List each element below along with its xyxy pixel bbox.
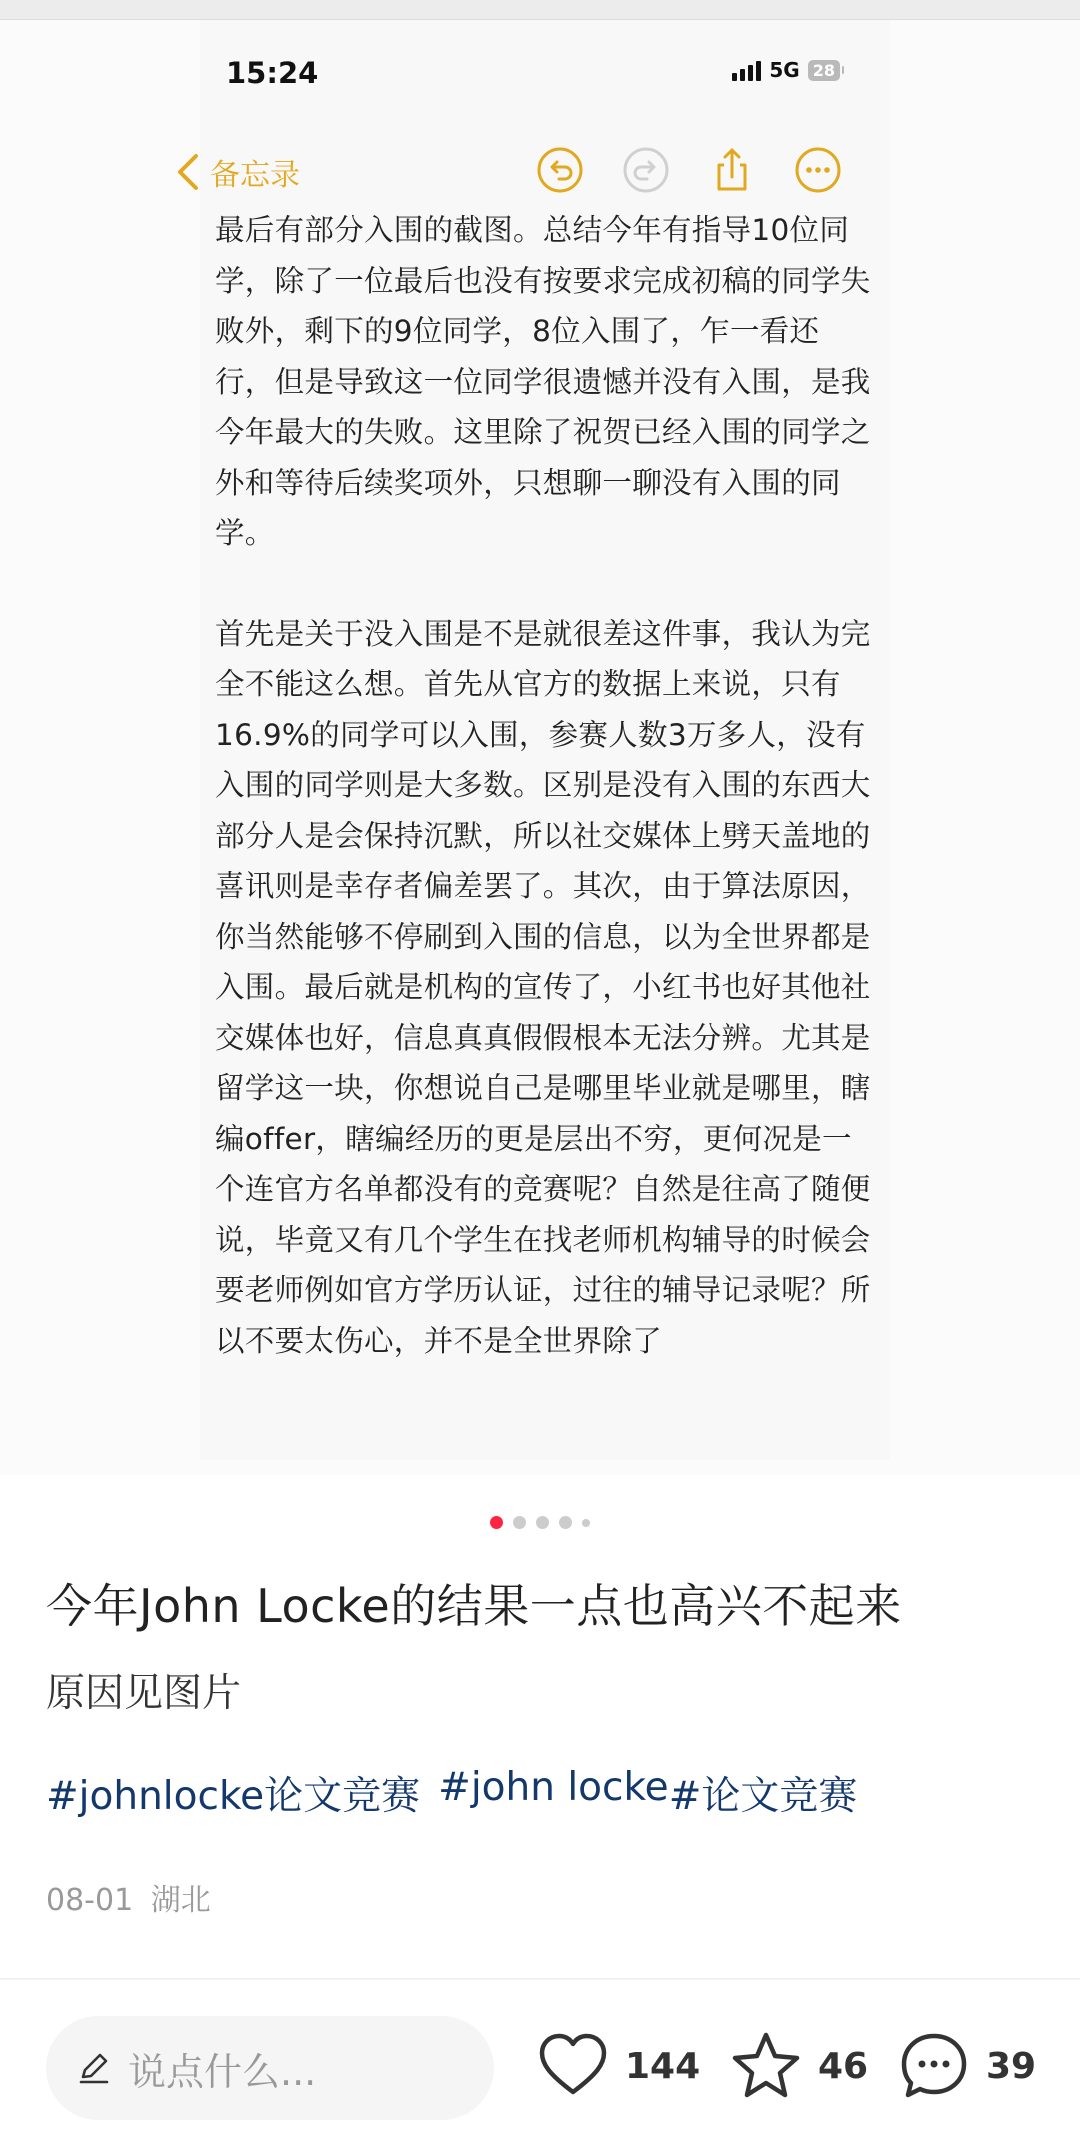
collect-count: 46: [818, 2045, 869, 2087]
carousel-indicator: [0, 1516, 1080, 1529]
status-indicators: [732, 58, 840, 82]
post-meta: [46, 1875, 211, 1919]
carousel-dot: [559, 1516, 572, 1529]
network-label: 5G: [769, 58, 800, 82]
previous-screen-edge: [0, 0, 1080, 20]
comment-bubble-icon: [896, 2028, 972, 2104]
chevron-left-icon: [176, 152, 200, 192]
notes-screenshot: [200, 20, 890, 1460]
like-button[interactable]: [535, 2028, 700, 2104]
comment-placeholder: 说点什么...: [128, 2049, 317, 2094]
undo-icon: [535, 145, 585, 195]
heart-icon: [535, 2028, 611, 2104]
comment-count: 39: [986, 2045, 1037, 2087]
redo-icon: [621, 145, 671, 195]
comment-input[interactable]: [46, 2016, 494, 2120]
collect-button[interactable]: [728, 2028, 868, 2104]
status-time: 15:24: [226, 56, 319, 90]
post-title: 今年John Locke的结果一点也高兴不起来: [46, 1579, 902, 1633]
back-button: [176, 150, 300, 194]
carousel-dot-active: [490, 1516, 503, 1529]
battery-icon: 28: [808, 60, 840, 81]
comment-button[interactable]: [896, 2028, 1036, 2104]
more-icon: [793, 145, 843, 195]
note-paragraph: 最后有部分入围的截图。总结今年有指导10位同学，除了一位最后也没有按要求完成初稿的同学失败外，剩下的9位同学，8位入围了，乍一看还行，但是导致这一位同学很遗憾并没有入围，是我今年最大的失败。这里除了祝贺已经入围的同学之外和等待后续奖项外，只想聊一聊没有入围的同学。: [215, 213, 871, 550]
carousel-dot: [536, 1516, 549, 1529]
signal-icon: [732, 59, 761, 81]
share-icon: [707, 145, 757, 195]
note-body: [215, 205, 875, 1455]
carousel-dot: [582, 1519, 590, 1527]
hashtag-link[interactable]: #john locke: [438, 1765, 669, 1810]
post-date: 08-01: [46, 1883, 134, 1918]
carousel-dot: [513, 1516, 526, 1529]
star-icon: [728, 2028, 804, 2104]
hashtag-link[interactable]: #论文竞赛: [668, 1774, 858, 1819]
note-paragraph: 首先是关于没入围是不是就很差这件事，我认为完全不能这么想。首先从官方的数据上来说，只有16.9%的同学可以入围，参赛人数3万多人，没有入围的同学则是大多数。区别是没有入围的东西大部分人是会保持沉默，所以社交媒体上劈天盖地的喜讯则是幸存者偏差罢了。其次，由于算法原因，你当然能够不停刷到入围的信息，以为全世界都是入围。最后就是机构的宣传了，小红书也好其他社交媒体也好，信息真真假假根本无法分辨。尤其是留学这一块，你想说自己是哪里毕业就是哪里，瞎编offer，瞎编经历的更是层出不穷，更何况是一个连官方名单都没有的竞赛呢？自然是往高了随便说，毕竟又有几个学生在找老师机构辅导的时候会要老师例如官方学历认证，过往的辅导记录呢？所以不要太伤心，并不是全世界除了: [215, 616, 871, 1358]
post-location: 湖北: [150, 1883, 211, 1918]
notes-actions: [535, 145, 843, 195]
like-count: 144: [625, 2045, 701, 2087]
post-tags: [46, 1765, 857, 1821]
status-bar: [200, 20, 890, 130]
hashtag-link[interactable]: #johnlocke论文竞赛: [46, 1774, 421, 1819]
bottom-action-bar: [0, 1980, 1080, 2149]
pencil-icon: [76, 2050, 112, 2086]
back-label: 备忘录: [210, 158, 300, 193]
post-description: 原因见图片: [46, 1671, 242, 1716]
